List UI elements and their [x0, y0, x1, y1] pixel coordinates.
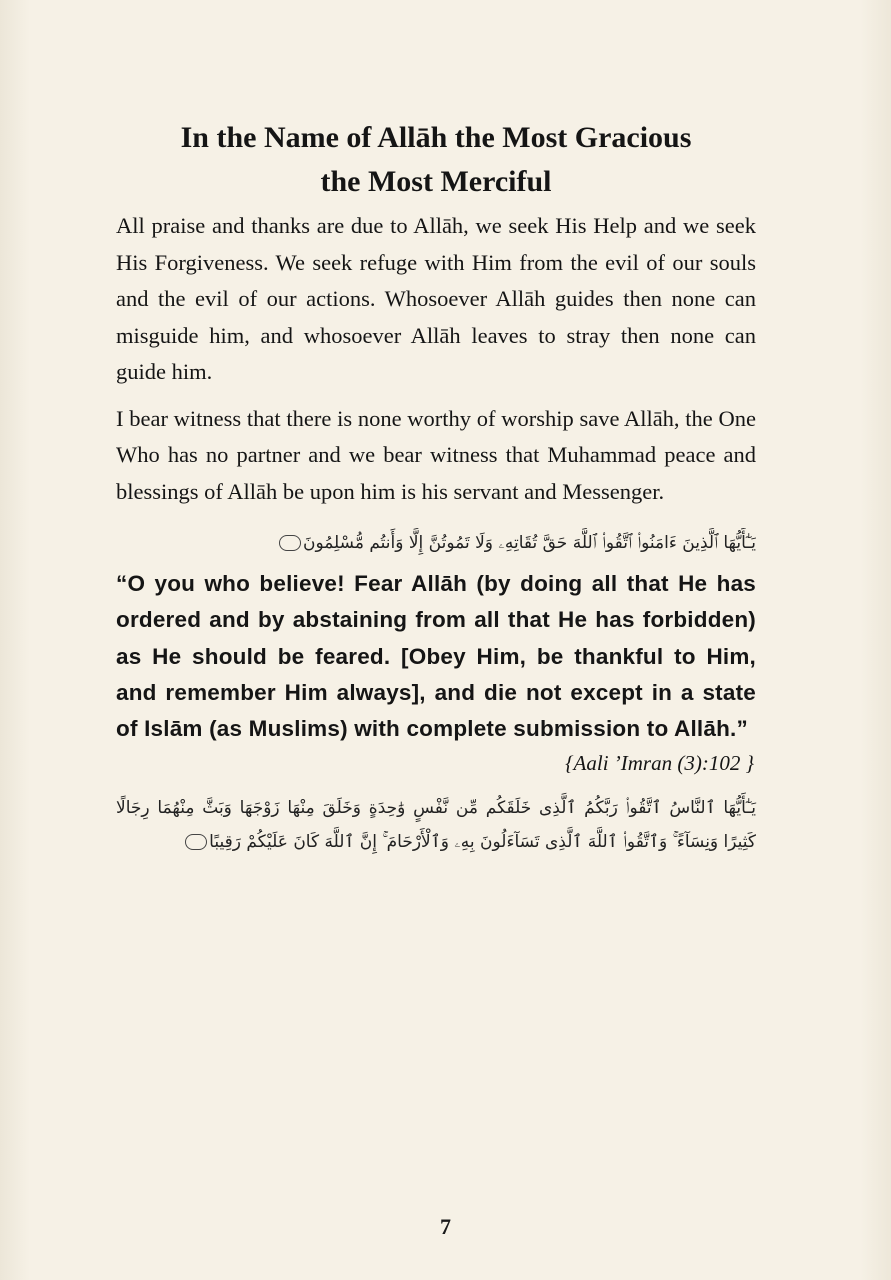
arabic-verse-2-text: يَـٰٓأَيُّهَا ٱلنَّاسُ ٱتَّقُوا۟ رَبَّكُمُ ٱلَّذِى خَلَقَكُم مِّن نَّفْسٍ وَٰحِدَةٍ وَخَلَقَ مِنْهَا زَوْجَهَا وَبَثَّ مِنْهُمَا رِجَالًا كَثِيرًا وَنِسَآءً ۚ وَٱتَّقُوا۟ ٱللَّهَ ٱلَّذِى تَسَآءَلُونَ بِهِۦ وَٱلْأَرْحَامَ ۚ إِنَّ ٱللَّهَ كَانَ عَلَيْكُمْ رَقِيبًا: [116, 798, 756, 853]
verse-end-icon: [185, 834, 207, 850]
page-number: 7: [440, 1214, 451, 1239]
page-heading: [116, 116, 756, 204]
arabic-verse-1: [116, 528, 756, 558]
arabic-verse-1-text: يَـٰٓأَيُّهَا ٱلَّذِينَ ءَامَنُوا۟ ٱتَّقُوا۟ ٱللَّهَ حَقَّ تُقَاتِهِۦ وَلَا تَمُوتُنَّ إِلَّا وَأَنتُم مُّسْلِمُونَ: [302, 533, 756, 553]
praise-paragraph: All praise and thanks are due to Allāh, we seek His Help and we seek His Forgiveness. We seek refuge with Him from the evil of our souls and the evil of our actions. Whosoever Allāh guides then none can misguide him, and whosoever Allāh leaves to stray then none can guide him.: [116, 213, 756, 384]
heading-line-2: the Most Merciful: [320, 165, 552, 198]
page-content: [116, 116, 756, 859]
verse-end-icon: [279, 535, 301, 551]
arabic-verse-2: [116, 791, 756, 859]
witness-paragraph: I bear witness that there is none worthy of worship save Allāh, the One Who has no partner and we bear witness that Muhammad peace and blessings of Allāh be upon him is his servant and Messenger.: [116, 405, 756, 504]
heading-line-1: In the Name of Allāh the Most Gracious: [180, 121, 692, 154]
verse-reference-text: {Aali ’Imran (3):102 }: [565, 751, 754, 776]
verse-translation: “O you who believe! Fear Allāh (by doing all that He has ordered and by abstaining from all that He has forbidden) as He should be feared. [Obey Him, be thankful to Him, and remember Him always], and die not except in a state of Islām (as Muslims) with complete submission to Allāh.”: [116, 571, 756, 742]
verse-reference: [116, 747, 756, 779]
